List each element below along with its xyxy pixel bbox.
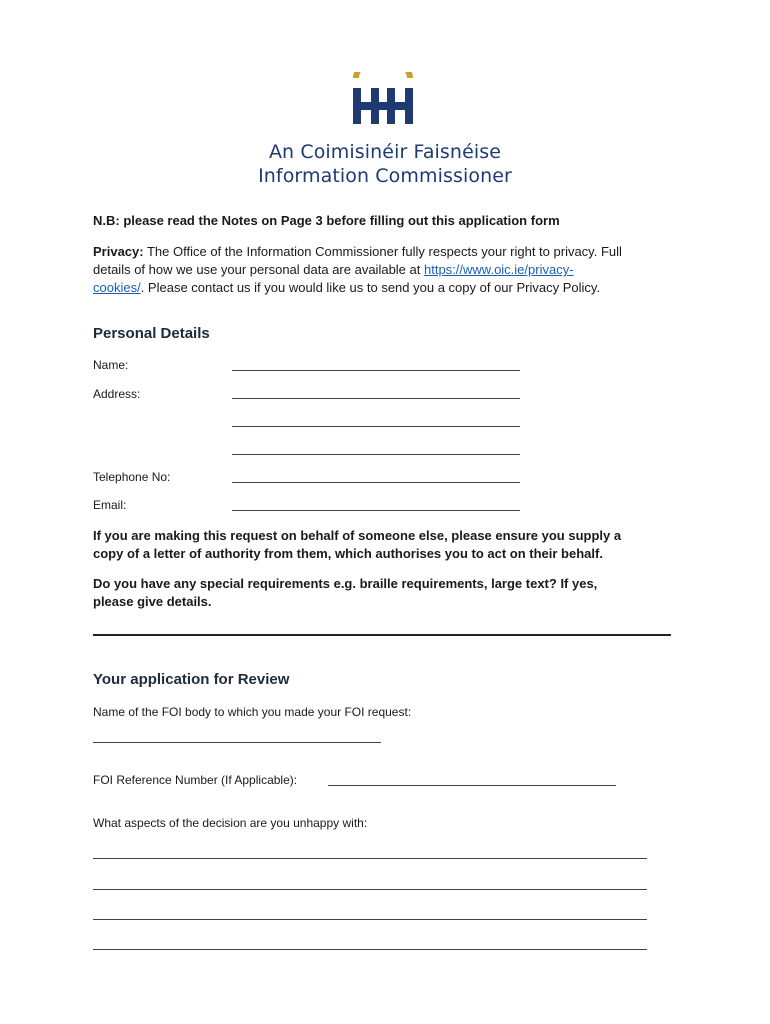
special-requirements-line-1: Do you have any special requirements e.g. braille requirements, large text? If yes, xyxy=(93,576,598,591)
aspects-field-line-2[interactable] xyxy=(93,889,647,890)
special-requirements-line-2: please give details. xyxy=(93,594,212,609)
email-field[interactable] xyxy=(232,510,520,511)
foi-body-label: Name of the FOI body to which you made your FOI request: xyxy=(93,705,412,719)
privacy-text-2: details of how we use your personal data are available at xyxy=(93,262,424,277)
address-field-line-3[interactable] xyxy=(232,454,520,455)
foi-body-field[interactable] xyxy=(93,742,381,743)
foi-reference-field[interactable] xyxy=(328,785,616,786)
special-requirements-question xyxy=(93,575,713,611)
address-label: Address: xyxy=(93,387,141,401)
on-behalf-notice xyxy=(93,527,713,563)
on-behalf-line-1: If you are making this request on behalf of someone else, please ensure you supply a xyxy=(93,528,622,543)
privacy-link-part-2[interactable]: cookies/ xyxy=(93,280,141,295)
privacy-text-3: . Please contact us if you would like us to send you a copy of our Privacy Policy. xyxy=(140,280,601,295)
name-label: Name: xyxy=(93,358,129,372)
aspects-label: What aspects of the decision are you unhappy with: xyxy=(93,816,368,830)
application-heading: Your application for Review xyxy=(93,671,290,688)
privacy-statement xyxy=(93,243,693,297)
email-label: Email: xyxy=(93,498,127,512)
special-requirements-field[interactable] xyxy=(93,634,671,636)
telephone-field[interactable] xyxy=(232,482,520,483)
org-name-irish: An Coimisinéir Faisnéise xyxy=(268,141,502,163)
telephone-label: Telephone No: xyxy=(93,470,171,484)
aspects-field-line-1[interactable] xyxy=(93,858,647,859)
aspects-field-line-3[interactable] xyxy=(93,919,647,920)
address-field-line-1[interactable] xyxy=(232,398,520,399)
nb-notice: N.B: please read the Notes on Page 3 before filling out this application form xyxy=(93,213,560,228)
name-field[interactable] xyxy=(232,370,520,371)
on-behalf-line-2: copy of a letter of authority from them, which authorises you to act on their behalf. xyxy=(93,546,603,561)
oic-harp-logo-icon xyxy=(349,72,417,128)
address-field-line-2[interactable] xyxy=(232,426,520,427)
privacy-text-1: The Office of the Information Commissioner fully respects your right to privacy. Full xyxy=(143,244,622,259)
privacy-label: Privacy: xyxy=(93,244,144,259)
foi-reference-label: FOI Reference Number (If Applicable): xyxy=(93,773,298,787)
aspects-field-line-4[interactable] xyxy=(93,949,647,950)
privacy-link-part-1[interactable]: https://www.oic.ie/privacy- xyxy=(423,262,574,277)
org-name-english: Information Commissioner xyxy=(258,165,512,187)
personal-details-heading: Personal Details xyxy=(93,325,210,342)
